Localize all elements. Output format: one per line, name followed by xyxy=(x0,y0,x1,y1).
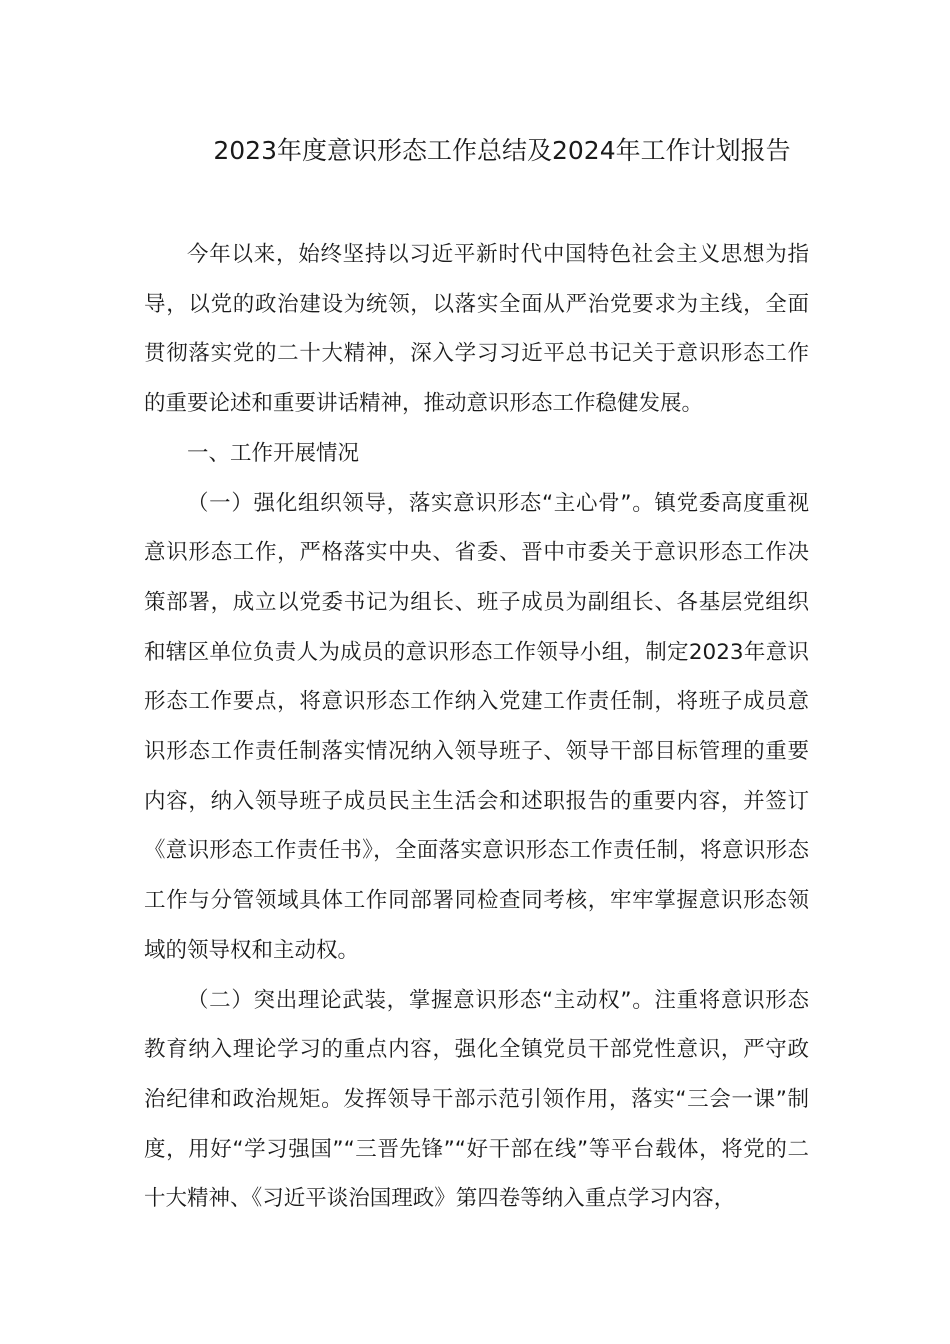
paragraph-intro: 今年以来，始终坚持以习近平新时代中国特色社会主义思想为指导，以党的政治建设为统领，以落实全面从严治党要求为主线，全面贯彻落实党的二十大精神，深入学习习近平总书记关于意识形态工作的重要论述和重要讲话精神，推动意识形态工作稳健发展。 xyxy=(144,242,809,417)
document-title: 2023年度意识形态工作总结及2024年工作计划报告 xyxy=(213,136,791,165)
paragraph-organization: （一）强化组织领导，落实意识形态“主心骨”。镇党委高度重视意识形态工作，严格落实中央、省委、晋中市委关于意识形态工作决策部署，成立以党委书记为组长、班子成员为副组长、各基层党组织和辖区单位负责人为成员的意识形态工作领导小组，制定2023年意识形态工作要点，将意识形态工作纳入党建工作责任制，将班子成员意识形态工作责任制落实情况纳入领导班子、领导干部目标管理的重要内容，纳入领导班子成员民主生活会和述职报告的重要内容，并签订《意识形态工作责任书》，全面落实意识形态工作责任制，将意识形态工作与分管领域具体工作同部署同检查同考核，牢牢掌握意识形态领域的领导权和主动权。 xyxy=(144,490,809,963)
document-body xyxy=(144,230,809,1224)
paragraph-theory: （二）突出理论武装，掌握意识形态“主动权”。注重将意识形态教育纳入理论学习的重点内容，强化全镇党员干部党性意识，严守政治纪律和政治规矩。发挥领导干部示范引领作用，落实“三会一课”制度，用好“学习强国”“三晋先锋”“好干部在线”等平台载体，将党的二十大精神、《习近平谈治国理政》第四卷等纳入重点学习内容， xyxy=(144,987,809,1212)
section-heading: 一、工作开展情况 xyxy=(187,440,360,466)
